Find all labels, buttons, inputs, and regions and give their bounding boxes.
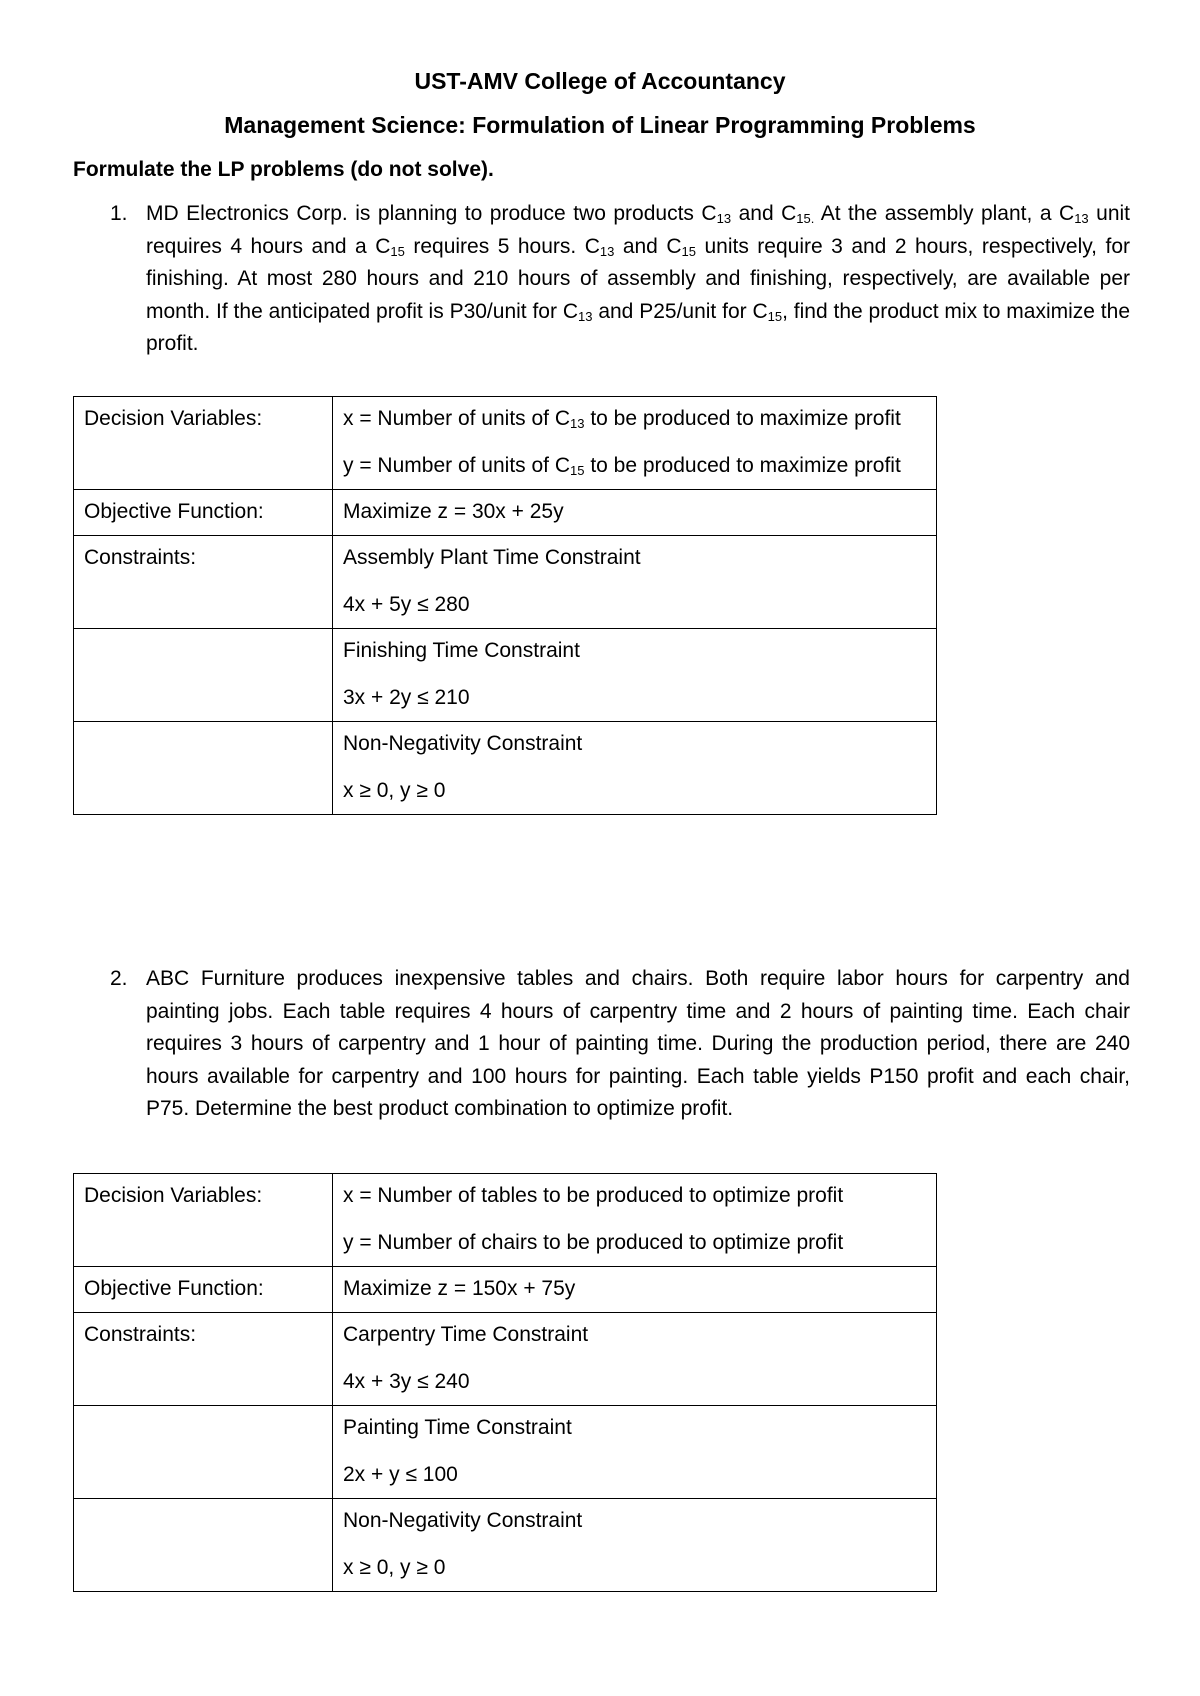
subscript: 13: [570, 416, 585, 431]
row-content: [333, 1267, 937, 1313]
text-run: y = Number of chairs to be produced to optimize profit: [343, 1231, 844, 1254]
table-row: [74, 629, 937, 722]
subscript: 15: [390, 243, 405, 259]
content-line: [343, 403, 926, 434]
text-run: 2x + y ≤ 100: [343, 1463, 458, 1486]
content-line: [343, 1273, 926, 1304]
row-content: [333, 1499, 937, 1592]
content-line: [343, 450, 926, 481]
row-content: [333, 1174, 937, 1267]
content-line: [343, 496, 926, 527]
table-row: [74, 490, 937, 536]
instruction-heading: Formulate the LP problems (do not solve).: [73, 158, 494, 181]
text-run: x = Number of tables to be produced to optimize profit: [343, 1184, 844, 1207]
text-run: and C: [731, 202, 797, 225]
table-row: [74, 1406, 937, 1499]
subscript: 13: [599, 243, 615, 259]
text-run: 4x + 5y ≤ 280: [343, 593, 470, 616]
row-label: Decision Variables:: [74, 397, 333, 490]
problem-1: [110, 198, 1130, 361]
content-line: [343, 1319, 926, 1350]
table-row: [74, 1313, 937, 1406]
content-line: [343, 682, 926, 713]
row-label: Objective Function:: [74, 490, 333, 536]
subject-title: Management Science: Formulation of Linear Programming Problems: [224, 112, 976, 138]
row-label: [74, 1406, 333, 1499]
text-run: 3x + 2y ≤ 210: [343, 686, 470, 709]
problem-2: [110, 963, 1130, 1126]
content-line: [343, 1412, 926, 1443]
row-content: [333, 397, 937, 490]
row-content: [333, 629, 937, 722]
table-row: [74, 1499, 937, 1592]
row-label: Decision Variables:: [74, 1174, 333, 1267]
subscript: 15: [570, 463, 585, 478]
text-run: Non-Negativity Constraint: [343, 732, 583, 755]
problem-statement: [146, 198, 1130, 361]
text-run: to be produced to maximize profit: [584, 454, 901, 477]
text-run: MD Electronics Corp. is planning to produce two products C: [146, 202, 717, 225]
text-run: Maximize z = 30x + 25y: [343, 500, 564, 523]
subscript: 13: [578, 308, 593, 324]
content-line: [343, 1505, 926, 1536]
problem-number: 2.: [110, 967, 128, 990]
text-run: requires 5 hours. C: [404, 234, 600, 258]
row-label: [74, 1499, 333, 1592]
content-line: [343, 775, 926, 806]
row-content: [333, 1406, 937, 1499]
content-line: [343, 542, 926, 573]
content-line: [343, 728, 926, 759]
text-run: x ≥ 0, y ≥ 0: [343, 779, 446, 802]
lp-formulation-table: [73, 1173, 937, 1592]
row-label: Constraints:: [74, 536, 333, 629]
row-label: Constraints:: [74, 1313, 333, 1406]
problem-statement: [146, 963, 1130, 1126]
subscript: 15: [767, 308, 783, 324]
row-content: [333, 490, 937, 536]
content-line: [343, 1459, 926, 1490]
text-run: At the assembly plant, a C: [814, 202, 1075, 225]
text-run: , find the product mix to maximize the profit.: [146, 299, 1130, 355]
text-run: to be produced to maximize profit: [584, 407, 901, 430]
row-label: [74, 629, 333, 722]
text-run: x = Number of units of C: [343, 407, 571, 430]
text-run: and P25/unit for C: [592, 299, 768, 323]
row-content: [333, 722, 937, 815]
school-title: UST-AMV College of Accountancy: [414, 68, 786, 94]
text-run: x ≥ 0, y ≥ 0: [343, 1556, 446, 1579]
text-run: Non-Negativity Constraint: [343, 1509, 583, 1532]
text-run: Assembly Plant Time Constraint: [343, 546, 641, 569]
table-row: [74, 397, 937, 490]
content-line: [343, 1180, 926, 1211]
subscript: 13: [1074, 211, 1089, 226]
lp-formulation-table: [73, 396, 937, 815]
text-run: Maximize z = 150x + 75y: [343, 1277, 576, 1300]
content-line: [343, 635, 926, 666]
text-run: y = Number of units of C: [343, 454, 571, 477]
subscript: 13: [716, 211, 732, 226]
table-row: [74, 722, 937, 815]
text-run: units require 3 and 2 hours, respectively, for finishing. At most 280 hours and 210 hours of assembly and finishing, respectively, are available per month. If the anticipated profit is P30/unit for C: [146, 234, 1130, 323]
table-row: [74, 1267, 937, 1313]
text-run: Painting Time Constraint: [343, 1416, 572, 1439]
row-label: [74, 722, 333, 815]
content-line: [343, 1366, 926, 1397]
text-run: Carpentry Time Constraint: [343, 1323, 589, 1346]
table-row: [74, 536, 937, 629]
problem-number: 1.: [110, 202, 128, 225]
content-line: [343, 589, 926, 620]
row-label: Objective Function:: [74, 1267, 333, 1313]
text-run: 4x + 3y ≤ 240: [343, 1370, 470, 1393]
subscript: 15: [681, 243, 696, 259]
table-row: [74, 1174, 937, 1267]
subscript: 15.: [796, 211, 815, 226]
row-content: [333, 1313, 937, 1406]
text-run: Finishing Time Constraint: [343, 639, 580, 662]
text-run: ABC Furniture produces inexpensive tables and chairs. Both require labor hours for carpentry and painting jobs. Each table requires 4 hours of carpentry time and 2 hours of painting time. Each chair requires 3 hours of carpentry and 1 hour of painting time. During the production period, there are 240 hours available for carpentry and 100 hours for painting. Each table yields P150 profit and each chair, P75. Determine the best product combination to optimize profit.: [146, 967, 1130, 1120]
content-line: [343, 1227, 926, 1258]
row-content: [333, 536, 937, 629]
text-run: unit requires 4 hours and a C: [146, 202, 1131, 258]
content-line: [343, 1552, 926, 1583]
text-run: and C: [614, 234, 682, 258]
